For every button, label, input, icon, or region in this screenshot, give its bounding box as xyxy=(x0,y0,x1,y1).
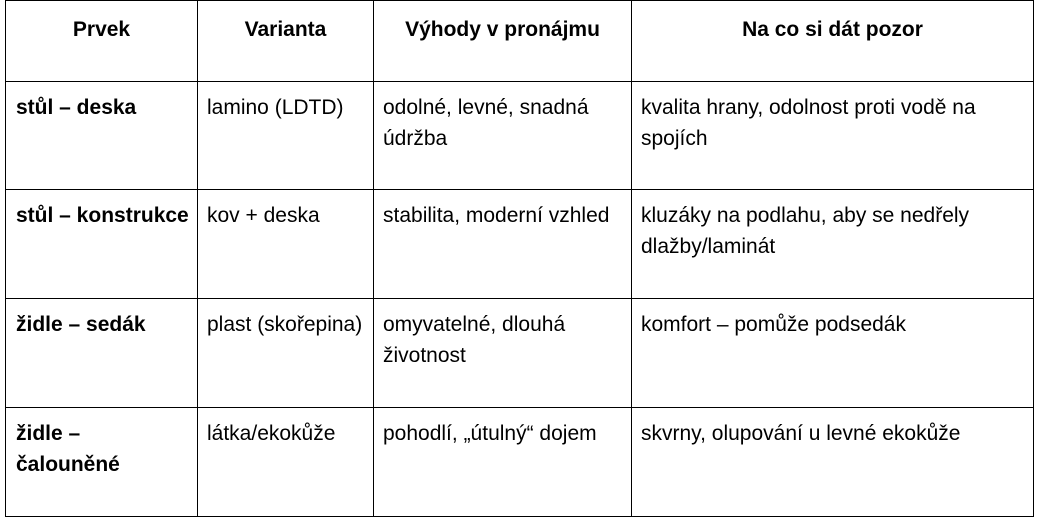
cell-caution: komfort – pomůže podsedák xyxy=(632,299,1034,408)
cell-caution: skvrny, olupování u levné ekokůže xyxy=(632,408,1034,517)
cell-item: židle – sedák xyxy=(6,299,198,408)
header-pozor: Na co si dát pozor xyxy=(632,1,1034,82)
header-prvek: Prvek xyxy=(6,1,198,82)
table-header xyxy=(6,1,1034,82)
cell-variant: plast (skořepina) xyxy=(198,299,374,408)
table-row xyxy=(6,299,1034,408)
cell-advantages: odolné, levné, snadná údržba xyxy=(374,82,632,190)
cell-advantages: stabilita, moderní vzhled xyxy=(374,190,632,299)
cell-variant: lamino (LDTD) xyxy=(198,82,374,190)
header-row xyxy=(6,1,1034,82)
table-row xyxy=(6,408,1034,517)
cell-advantages: pohodlí, „útulný“ dojem xyxy=(374,408,632,517)
table-row xyxy=(6,82,1034,190)
table-body xyxy=(6,82,1034,517)
header-vyhody: Výhody v pronájmu xyxy=(374,1,632,82)
cell-caution: kluzáky na podlahu, aby se nedřely dlažby/laminát xyxy=(632,190,1034,299)
cell-item: stůl – konstrukce xyxy=(6,190,198,299)
header-varianta: Varianta xyxy=(198,1,374,82)
rental-furniture-table xyxy=(5,0,1034,517)
table-row xyxy=(6,190,1034,299)
table-container xyxy=(5,0,1034,517)
cell-variant: kov + deska xyxy=(198,190,374,299)
cell-variant: látka/ekokůže xyxy=(198,408,374,517)
cell-item: židle – čalouněné xyxy=(6,408,198,517)
cell-caution: kvalita hrany, odolnost proti vodě na spojích xyxy=(632,82,1034,190)
cell-item: stůl – deska xyxy=(6,82,198,190)
cell-advantages: omyvatelné, dlouhá životnost xyxy=(374,299,632,408)
